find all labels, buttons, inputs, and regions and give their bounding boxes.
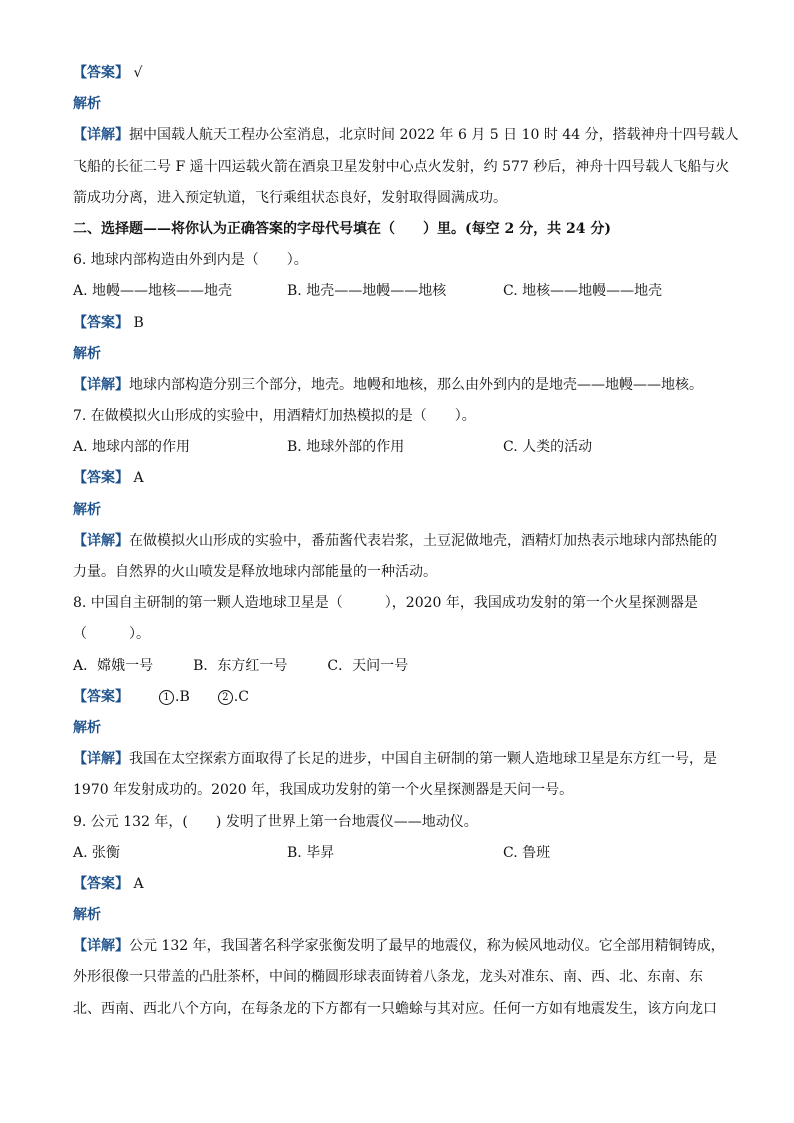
option-b: B. 毕昇 [287,844,335,861]
detail-text: 据中国载人航天工程办公室消息，北京时间 2022 年 6 月 5 日 10 时 44 分，搭载神舟十四号载人 [129,127,739,144]
question-9: 9. 公元 132 年，( ) 发明了世界上第一台地震仪——地动仪。 [73,813,478,830]
answer-value: A [133,470,144,487]
answer-value: B [133,314,144,331]
answer-line [73,869,723,900]
question-7-options [73,432,723,463]
analysis-label: 解析 [73,719,101,736]
detail-text: 1970 年发射成功的。2020 年，我国成功发射的第一个火星探测器是天问一号。 [73,782,574,799]
analysis-line [73,900,723,931]
analysis-label: 解析 [73,501,101,518]
circled-number-2: 2 [218,690,233,705]
answer-line [73,58,723,89]
answer-label: 【答案】 [73,314,129,331]
analysis-line [73,89,723,120]
detail-label: 【详解】 [73,376,129,393]
detail-label: 【详解】 [73,127,129,144]
answer-label: 【答案】 [73,875,129,892]
detail-text: 北、西南、西北八个方向，在每条龙的下方都有一只蟾蜍与其对应。任何一方如有地震发生，该方向龙口 [73,1000,717,1017]
option-c: C．天问一号 [327,657,409,674]
analysis-line [73,339,723,370]
analysis-label: 解析 [73,96,101,113]
question-9-options [73,838,723,869]
question-6: 6. 地球内部构造由外到内是（ ）。 [73,252,308,269]
detail-text: 力量。自然界的火山喷发是释放地球内部能量的一种活动。 [73,564,437,580]
detail-line [73,120,739,151]
answer-line [73,463,723,494]
answer-label: 【答案】 [73,688,129,705]
question-8-cont: （ ）。 [73,626,150,643]
option-a: A. 地球内部的作用 [73,439,191,456]
option-b: B．东方红一号 [193,657,288,674]
question-7: 7. 在做模拟火山形成的实验中，用酒精灯加热模拟的是（ ）。 [73,408,476,425]
detail-line [73,931,723,962]
option-a: A. 地幔——地核——地壳 [73,283,233,300]
detail-text: 公元 132 年，我国著名科学家张衡发明了最早的地震仪，称为候风地动仪。它全部用精铜铸成， [129,938,725,955]
detail-text: 飞船的长征二号 F 遥十四运载火箭在酒泉卫星发射中心点火发射，约 577 秒后，神舟十四号载人飞船与火 [73,158,730,175]
option-a: A．嫦娥一号 [73,657,154,674]
answer-value: √ [133,65,143,81]
detail-text: 我国在太空探索方面取得了长足的进步，中国自主研制的第一颗人造地球卫星是东方红一号，是 [129,751,717,768]
analysis-line [73,495,723,526]
circled-number-1: 1 [159,690,174,705]
question-8-options [73,651,723,682]
question-6-options [73,276,723,307]
analysis-label: 解析 [73,345,101,362]
detail-line [73,744,723,775]
answer-line [73,682,723,713]
detail-text: 箭成功分离，进入预定轨道，飞行乘组状态良好，发射取得圆满成功。 [73,189,507,206]
answer-label: 【答案】 [73,65,129,81]
section-title: 二、选择题——将你认为正确答案的字母代号填在（ ）里。(每空 2 分，共 24 分) [73,220,611,237]
option-b: B. 地球外部的作用 [287,439,405,456]
answer-value-1: .B [175,688,190,705]
answer-label: 【答案】 [73,470,129,487]
option-a: A. 张衡 [73,844,121,861]
detail-line [73,370,723,401]
option-c: C. 鲁班 [503,844,551,861]
answer-value-2: .C [233,688,249,705]
document-page [73,58,739,1025]
detail-text: 外形很像一只带盖的凸肚茶杯，中间的椭圆形球表面铸着八条龙，龙头对准东、南、西、北、东南、东 [73,969,703,986]
option-b: B. 地壳——地幔——地核 [287,283,447,300]
answer-line [73,308,723,339]
detail-line [73,526,723,557]
detail-label: 【详解】 [73,532,129,549]
detail-text: 在做模拟火山形成的实验中，番茄酱代表岩浆，土豆泥做地壳，酒精灯加热表示地球内部热能的 [129,532,717,549]
option-c: C. 地核——地幔——地壳 [503,283,663,300]
detail-label: 【详解】 [73,751,129,768]
option-c: C. 人类的活动 [503,439,593,456]
analysis-label: 解析 [73,907,101,924]
answer-value: A [133,875,144,892]
detail-text: 地球内部构造分别三个部分，地壳。地幔和地核，那么由外到内的是地壳——地幔——地核。 [129,376,703,393]
analysis-line [73,713,723,744]
detail-label: 【详解】 [73,938,129,955]
question-8: 8. 中国自主研制的第一颗人造地球卫星是（ ），2020 年，我国成功发射的第一个火星探测器是 [73,595,698,612]
